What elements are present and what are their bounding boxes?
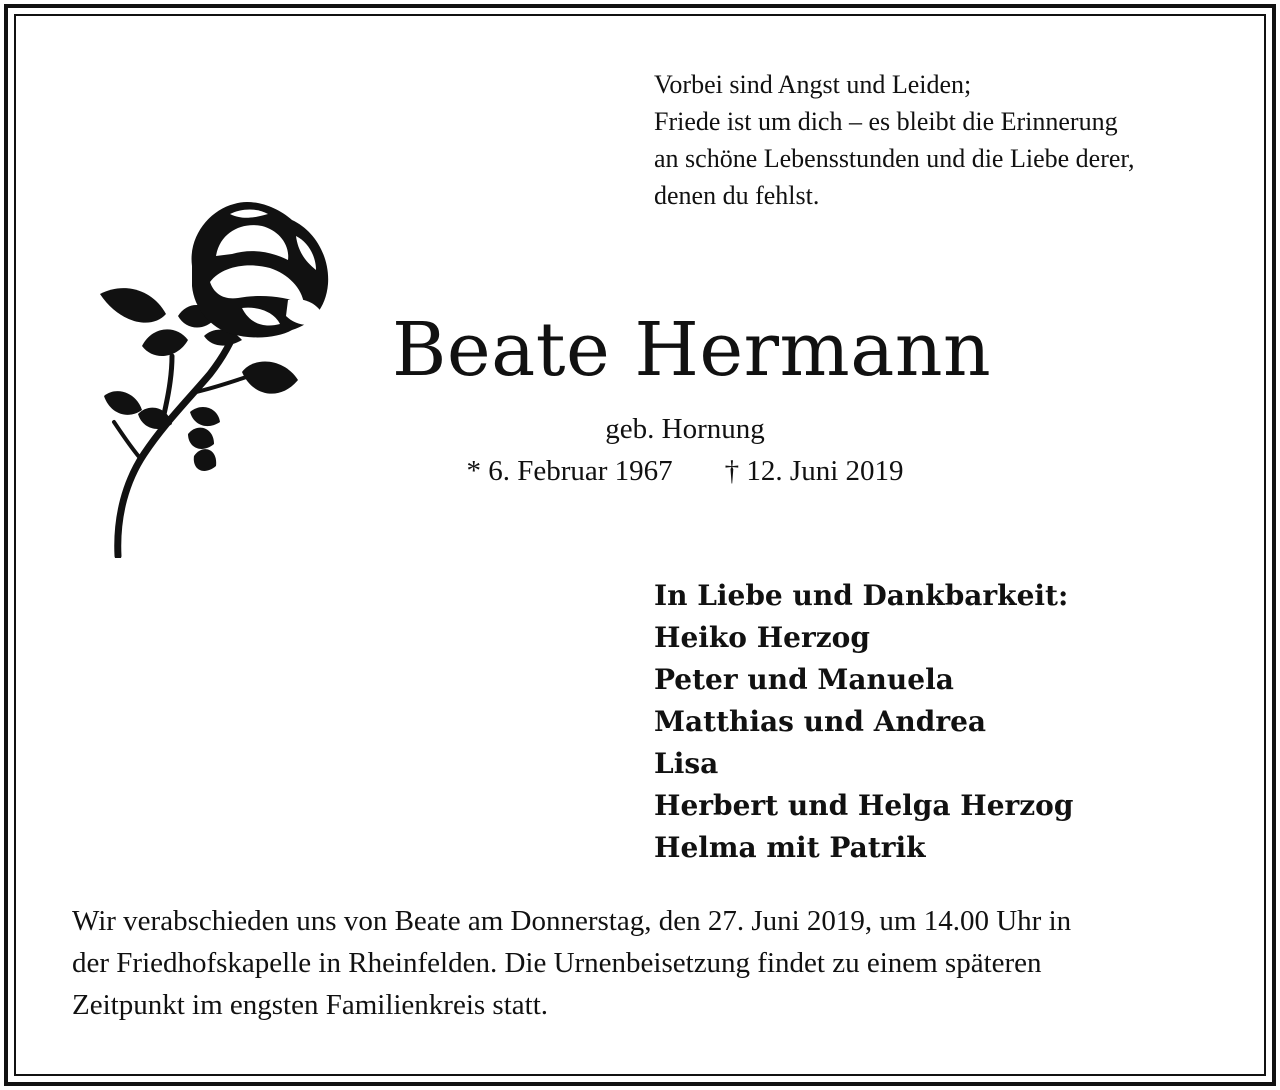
birth-date: * 6. Februar 1967 [466,455,673,487]
rose-icon [92,196,340,558]
poem-line: Friede ist um dich – es bleibt die Erinnerung [654,107,1118,136]
death-date: † 12. Juni 2019 [724,455,904,487]
funeral-notice [72,900,1232,1026]
deceased-name: Beate Hermann [392,307,992,393]
mourner-name: Lisa [654,747,719,780]
poem-line: an schöne Lebensstunden und die Liebe derer, [654,144,1135,173]
poem-line: denen du fehlst. [654,181,820,210]
mourner-name: Heiko Herzog [654,621,870,654]
notice-line: der Friedhofskapelle in Rheinfelden. Die Urnenbeisetzung findet zu einem späteren [72,947,1042,979]
notice-line: Zeitpunkt im engsten Familienkreis statt. [72,989,549,1021]
memorial-poem [654,66,1244,214]
notice-line: Wir verabschieden uns von Beate am Donnerstag, den 27. Juni 2019, um 14.00 Uhr in [72,905,1072,937]
mourner-name: Helma mit Patrik [654,831,926,864]
mourners-block [654,575,1214,869]
mourner-name: Matthias und Andrea [654,705,987,738]
birth-name: geb. Hornung [605,413,765,445]
mourner-name: Herbert und Helga Herzog [654,789,1074,822]
poem-line: Vorbei sind Angst und Leiden; [654,70,972,99]
mourners-heading: In Liebe und Dankbarkeit: [654,579,1069,612]
mourner-name: Peter und Manuela [654,663,954,696]
life-dates [400,452,970,490]
